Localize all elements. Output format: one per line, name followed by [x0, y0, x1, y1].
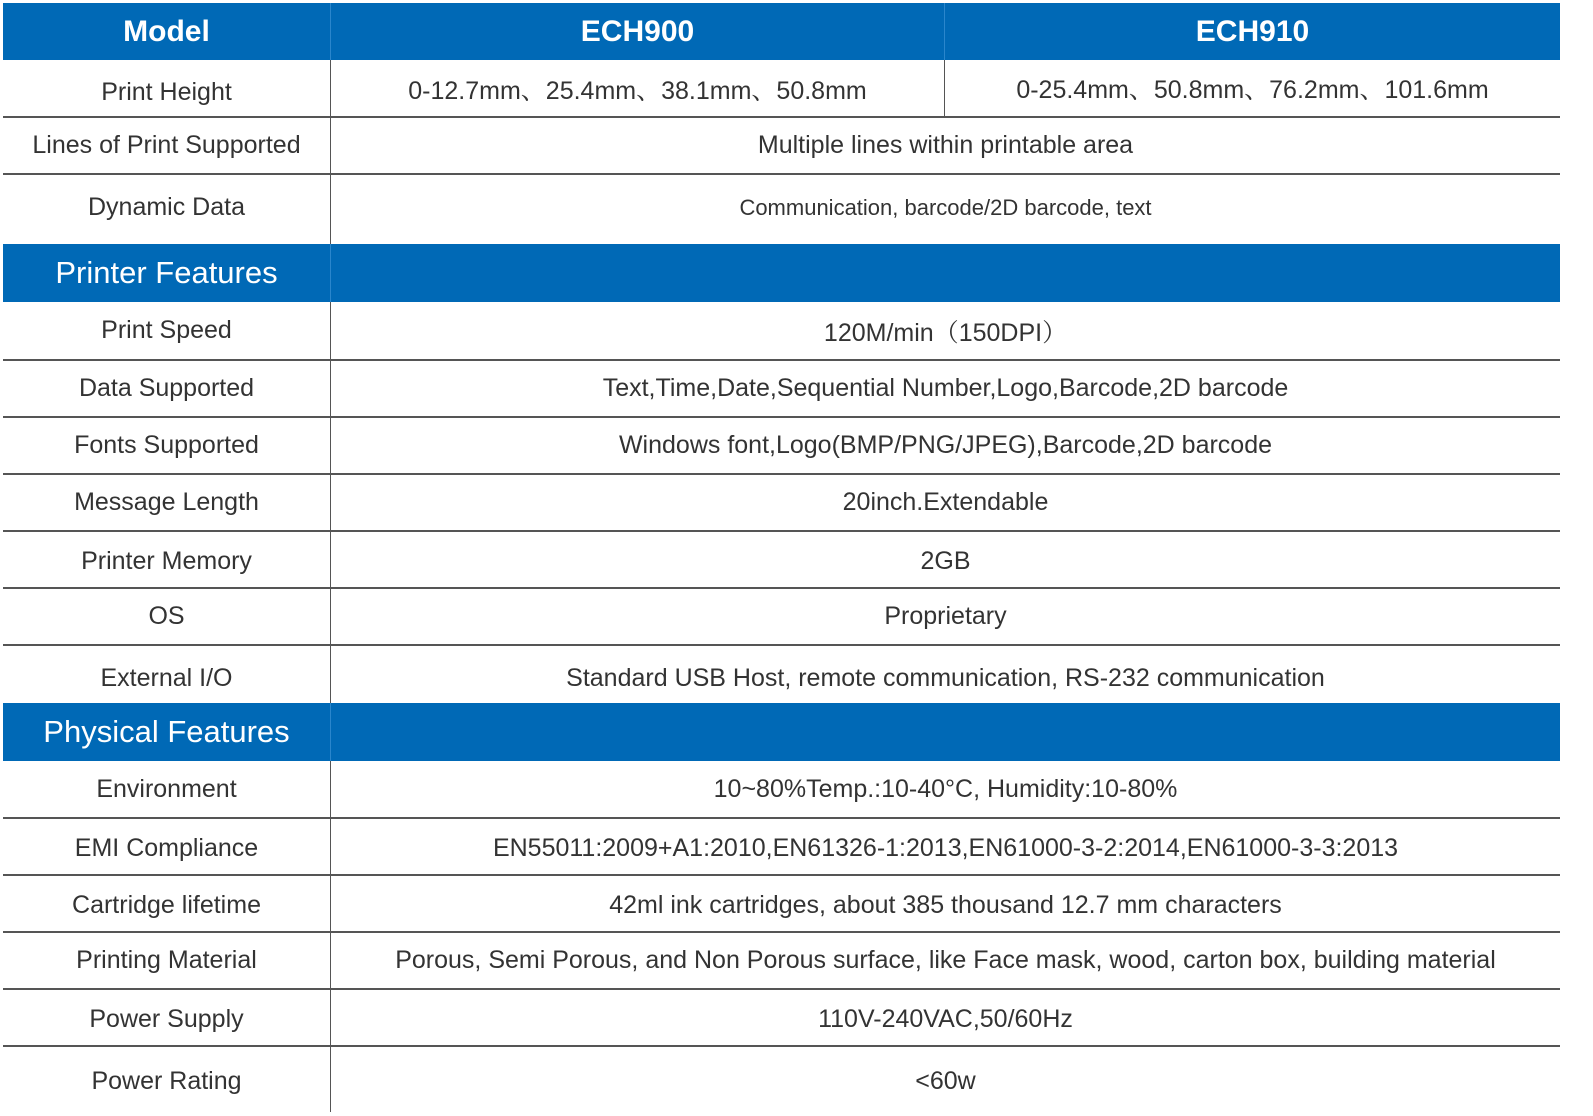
- row-label: Power Rating: [3, 1047, 331, 1112]
- model-header: Model: [3, 3, 331, 60]
- row-value: Windows font,Logo(BMP/PNG/JPEG),Barcode,2D barcode: [618, 431, 1273, 459]
- section-header-printer-features: [3, 244, 1560, 302]
- table-row-message-length: [3, 475, 1560, 532]
- row-value: EN55011:2009+A1:2010,EN61326-1:2013,EN61000-3-2:2014,EN61000-3-3:2013: [492, 834, 1399, 862]
- row-label: External I/O: [3, 646, 331, 703]
- row-label: Print Height: [3, 60, 331, 116]
- table-row-fonts-supported: [3, 418, 1560, 475]
- row-value-ech910: 0-25.4mm、50.8mm、76.2mm、101.6mm: [1016, 76, 1489, 104]
- section-header-filler: [331, 703, 1560, 761]
- row-label: Data Supported: [3, 361, 331, 416]
- model-ech910-header: ECH910: [1195, 14, 1310, 48]
- section-title: Physical Features: [3, 703, 331, 761]
- row-value: Text,Time,Date,Sequential Number,Logo,Barcode,2D barcode: [602, 374, 1289, 402]
- table-row-emi-compliance: [3, 819, 1560, 876]
- table-row-cartridge-lifetime: [3, 876, 1560, 933]
- model-ech900-header: ECH900: [331, 3, 945, 60]
- row-label: Dynamic Data: [3, 175, 331, 244]
- table-row-data-supported: [3, 361, 1560, 418]
- row-label: Printer Memory: [3, 532, 331, 587]
- row-label: Power Supply: [3, 990, 331, 1045]
- row-label: Lines of Print Supported: [3, 118, 331, 173]
- row-value: Proprietary: [884, 602, 1007, 630]
- table-row-print-height: [3, 60, 1560, 118]
- row-label: Environment: [3, 761, 331, 817]
- row-value: 110V-240VAC,50/60Hz: [818, 1005, 1073, 1033]
- row-label: Print Speed: [3, 302, 331, 359]
- row-value: <60w: [915, 1067, 976, 1095]
- row-value: 20inch.Extendable: [842, 488, 1049, 516]
- row-value: 42ml ink cartridges, about 385 thousand 12.7 mm characters: [609, 891, 1282, 919]
- row-label: Message Length: [3, 475, 331, 530]
- row-value: Porous, Semi Porous, and Non Porous surface, like Face mask, wood, carton box, building material: [395, 946, 1496, 974]
- section-title: Printer Features: [3, 244, 331, 302]
- row-value-ech900: 0-12.7mm、25.4mm、38.1mm、50.8mm: [331, 60, 945, 116]
- table-row-printing-material: [3, 933, 1560, 990]
- table-row-external-io: [3, 646, 1560, 703]
- row-label: Fonts Supported: [3, 418, 331, 473]
- table-row-power-rating: [3, 1047, 1560, 1112]
- row-label: Cartridge lifetime: [3, 876, 331, 931]
- table-row-print-speed: [3, 302, 1560, 361]
- row-value: Standard USB Host, remote communication, RS-232 communication: [566, 664, 1325, 692]
- table-row-os: [3, 589, 1560, 646]
- row-label: Printing Material: [3, 933, 331, 988]
- row-value: 120M/min（150DPI）: [823, 318, 1068, 347]
- table-row-dynamic-data: [3, 175, 1560, 244]
- row-value: Multiple lines within printable area: [757, 131, 1134, 159]
- section-header-filler: [331, 244, 1560, 302]
- table-row-environment: [3, 761, 1560, 819]
- row-label: OS: [3, 589, 331, 644]
- section-header-physical-features: [3, 703, 1560, 761]
- table-header-row: [3, 3, 1560, 60]
- spec-table: [3, 3, 1560, 1112]
- table-row-power-supply: [3, 990, 1560, 1047]
- row-value: 2GB: [920, 547, 971, 575]
- row-value: Communication, barcode/2D barcode, text: [739, 194, 1152, 220]
- table-row-lines-of-print: [3, 118, 1560, 175]
- table-row-printer-memory: [3, 532, 1560, 589]
- row-value: 10~80%Temp.:10-40°C, Humidity:10-80%: [713, 774, 1178, 803]
- row-label: EMI Compliance: [3, 819, 331, 874]
